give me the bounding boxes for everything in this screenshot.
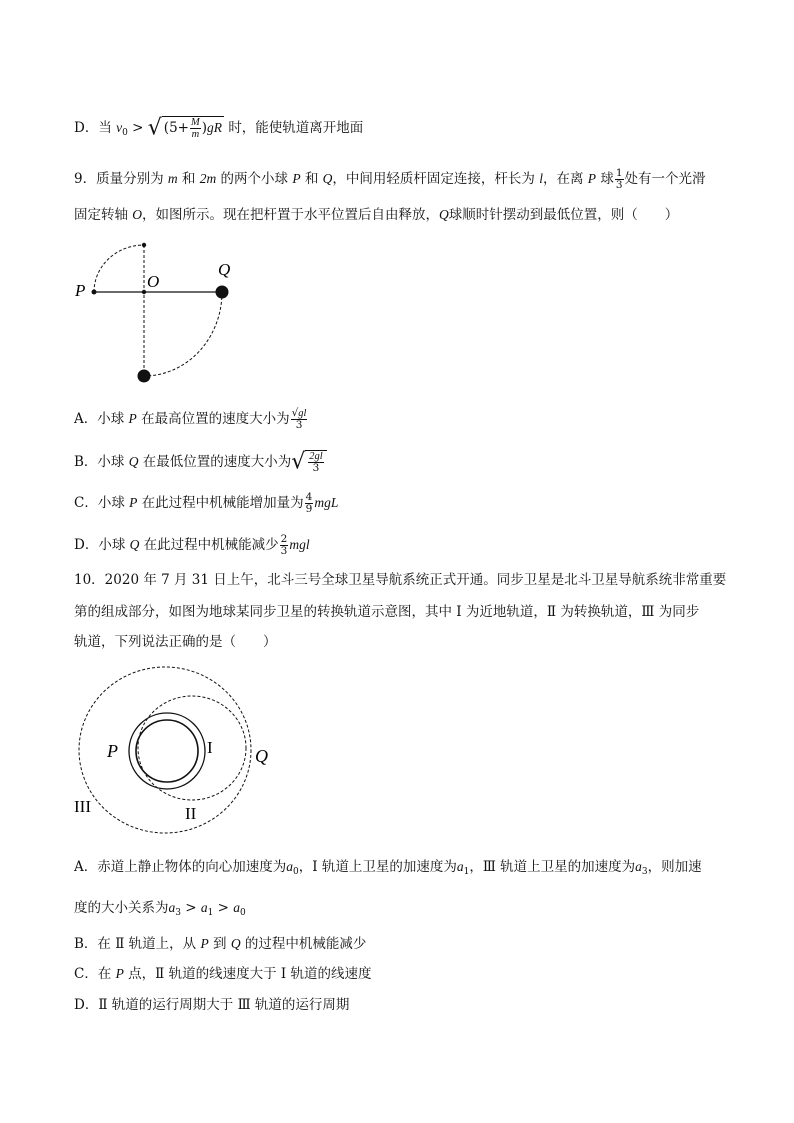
q10-option-d: D．Ⅱ 轨道的运行周期大于 Ⅲ 轨道的运行周期 [74,997,350,1013]
q10-stem-line1: 10．2020 年 7 月 31 日上午，北斗三号全球卫星导航系统正式开通。同步卫星是北斗卫星导航系统非常重要 [74,572,727,588]
top-position-dot [142,243,146,247]
q10-option-c: C．在 P 点，Ⅱ 轨道的线速度大于 Ⅰ 轨道的线速度 [74,966,372,982]
bottom-position-ball [138,370,151,383]
q10-option-a-line2: 度的大小关系为$a_3 > a_1 > a_0$ [74,900,246,918]
q10-option-a-line1: A．赤道上静止物体的向心加速度为$a_0$，Ⅰ 轨道上卫星的加速度为$a_1$，Ⅲ 轨道上卫星的加速度为$a_3$，则加速 [74,859,702,877]
q9-option-d: D．小球 Q 在此过程中机械能减少 $\frac{2}{3}$ mgl [74,533,310,557]
label-o: O [147,272,160,291]
orbit-i [129,713,205,789]
q9-figure [70,235,250,385]
earth-circle [136,720,198,782]
label-iii: III [74,797,91,816]
ball-q-dot [216,286,229,299]
q-arc-path [144,292,222,376]
label-ii: II [185,804,197,823]
q9-stem-line2: 固定转轴 O，如图所示。现在把杆置于水平位置后自由释放，Q球顺时针摆动到最低位置，则（ ） [74,207,679,223]
orbit-ii [138,696,246,800]
sqrt-icon: √ [291,449,306,475]
q10-stem-line2: 第的组成部分，如图为地球某同步卫星的转换轨道示意图，其中 Ⅰ 为近地轨道，Ⅱ 为转换轨道，Ⅲ 为同步 [74,604,700,620]
q9-option-c: C．小球 P 在此过程中机械能增加量为 $\frac{4}{9}$ mgL [74,491,339,515]
ball-p-dot [92,290,97,295]
sqrt-icon: √ [147,115,162,141]
q10-figure [70,665,280,845]
q10-stem-line3: 轨道，下列说法正确的是（ ） [74,634,277,650]
q9-stem-line1: 9．质量分别为 m 和 2m 的两个小球 P 和 Q，中间用轻质杆固定连接，杆长为 l，在离 P 球 $\frac{1}{3}$ 处有一个光滑 [74,167,706,191]
label-q: Q [255,746,268,766]
q9-option-a: A．小球 P 在最高位置的速度大小为 $\frac{√gl}{3}$ [74,407,307,431]
sqrt-content: (5+ $\frac{M}{m}$ )gR [163,117,223,140]
label-p: P [75,281,86,300]
label-i: I [207,738,213,757]
label-q: Q [218,260,231,279]
orbit-iii [79,667,251,833]
q10-option-b: B．在 Ⅱ 轨道上，从 P 到 Q 的过程中机械能减少 [74,936,367,952]
pivot-o-dot [142,290,146,294]
label-p: P [107,741,118,761]
q9-option-b: B．小球 Q 在最低位置的速度大小为√ $\frac{2gl}{3}$ [74,450,327,474]
p-arc-path [94,245,144,292]
q8-option-d: D．当 $v_0$ > √ (5+ $\frac{M}{m}$ )gR 时，能使轨道离开地面 [74,115,364,141]
sqrt-icon: √ [291,407,299,419]
